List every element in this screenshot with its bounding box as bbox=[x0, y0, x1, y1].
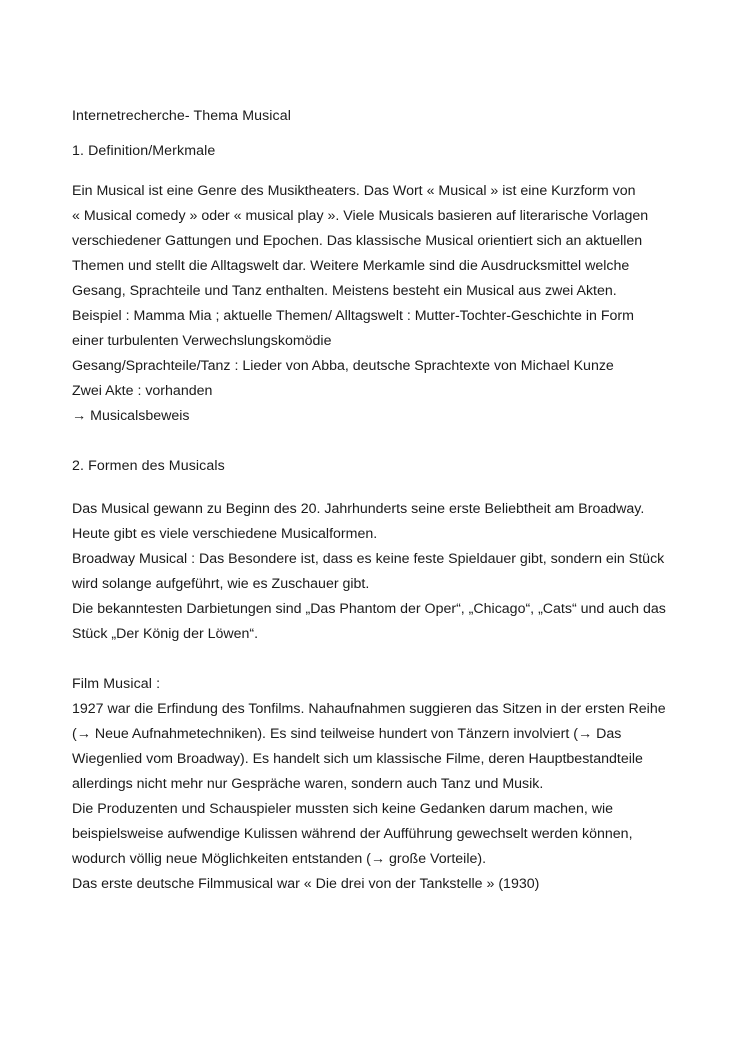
section-1-heading: 1. Definition/Merkmale bbox=[72, 143, 216, 159]
section-3-heading: Film Musical : bbox=[72, 676, 161, 692]
section-3-line: Das erste deutsche Filmmusical war « Die drei von der Tankstelle » (1930) bbox=[72, 876, 540, 892]
section-3-line: wodurch völlig neue Möglichkeiten entstanden (→ große Vorteile). bbox=[72, 851, 487, 867]
section-1-line: « Musical comedy » oder « musical play ». Viele Musicals basieren auf literarische Vorlagen bbox=[72, 208, 649, 224]
section-2-line: Heute gibt es viele verschiedene Musicalformen. bbox=[72, 526, 378, 542]
section-3-line: (→ Neue Aufnahmetechniken). Es sind teilweise hundert von Tänzern involviert (→ Das bbox=[72, 726, 622, 742]
section-2-line: Broadway Musical : Das Besondere ist, dass es keine feste Spieldauer gibt, sondern ein Stück bbox=[72, 551, 665, 567]
section-3-line: 1927 war die Erfindung des Tonfilms. Nahaufnahmen suggieren das Sitzen in der ersten Reihe bbox=[72, 701, 666, 717]
section-1-line: Gesang, Sprachteile und Tanz enthalten. Meistens besteht ein Musical aus zwei Akten. bbox=[72, 283, 617, 299]
section-3-line: allerdings nicht mehr nur Gespräche waren, sondern auch Tanz und Musik. bbox=[72, 776, 544, 792]
section-1-line: Themen und stellt die Alltagswelt dar. Weitere Merkamle sind die Ausdrucksmittel welche bbox=[72, 258, 630, 274]
section-1-line: einer turbulenten Verwechslungskomödie bbox=[72, 333, 332, 349]
section-1-line: Ein Musical ist eine Genre des Musiktheaters. Das Wort « Musical » ist eine Kurzform von bbox=[72, 183, 636, 199]
section-2-line: Die bekanntesten Darbietungen sind „Das Phantom der Oper“, „Chicago“, „Cats“ und auch das bbox=[72, 601, 666, 617]
document-title: Internetrecherche- Thema Musical bbox=[72, 108, 291, 124]
section-1-line: Gesang/Sprachteile/Tanz : Lieder von Abba, deutsche Sprachtexte von Michael Kunze bbox=[72, 358, 614, 374]
section-1-line: Zwei Akte : vorhanden bbox=[72, 383, 213, 399]
section-2-heading: 2. Formen des Musicals bbox=[72, 458, 225, 474]
section-1-line: Beispiel : Mamma Mia ; aktuelle Themen/ Alltagswelt : Mutter-Tochter-Geschichte in Form bbox=[72, 308, 634, 324]
section-2-line: Das Musical gewann zu Beginn des 20. Jahrhunderts seine erste Beliebtheit am Broadway. bbox=[72, 501, 645, 517]
section-3-line: Die Produzenten und Schauspieler mussten sich keine Gedanken darum machen, wie bbox=[72, 801, 614, 817]
section-2-line: wird solange aufgeführt, wie es Zuschauer gibt. bbox=[72, 576, 370, 592]
section-1-line: verschiedener Gattungen und Epochen. Das klassische Musical orientiert sich an aktuellen bbox=[72, 233, 643, 249]
section-3-line: beispielsweise aufwendige Kulissen während der Aufführung gewechselt werden können, bbox=[72, 826, 633, 842]
section-3-line: Wiegenlied vom Broadway). Es handelt sich um klassische Filme, deren Hauptbestandteile bbox=[72, 751, 643, 767]
section-1-line: → Musicalsbeweis bbox=[72, 408, 190, 424]
section-2-line: Stück „Der König der Löwen“. bbox=[72, 626, 259, 642]
